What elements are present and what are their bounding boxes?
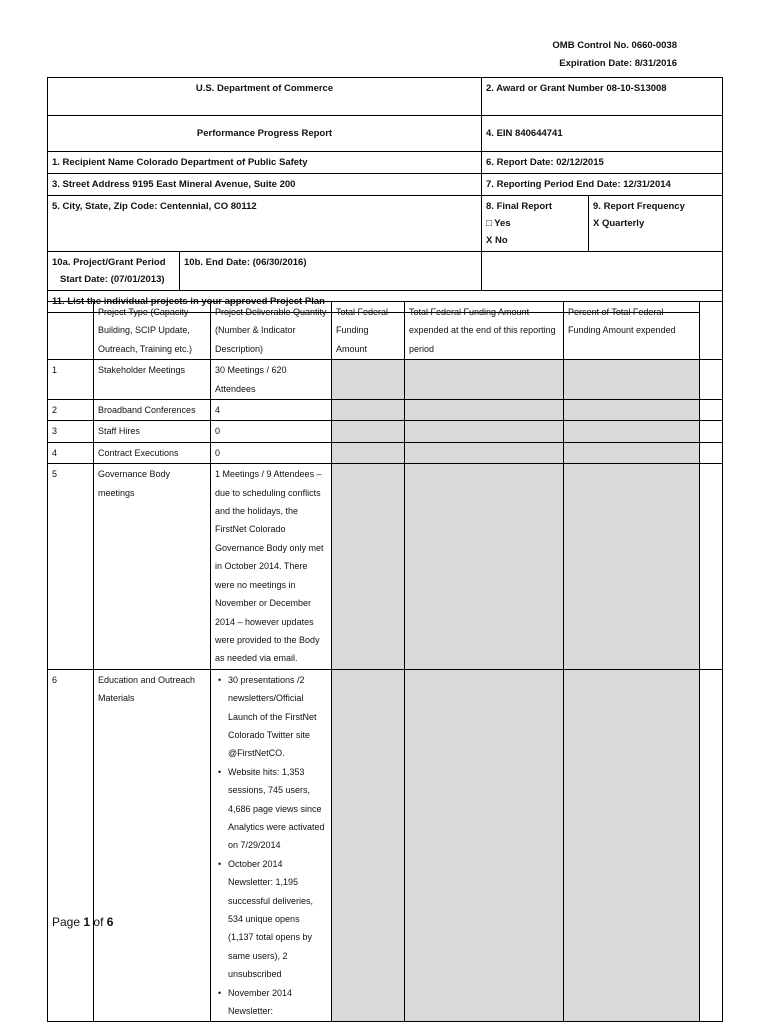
reporting-period-end: 7. Reporting Period End Date: 12/31/2014: [482, 174, 723, 196]
header-number-cell: [48, 302, 94, 360]
row-project-type: Stakeholder Meetings: [94, 360, 211, 400]
list-item: • October 2014 Newsletter: 1,195 successful deliveries, 534 unique opens (1,137 total opens by same users), 2 unsubscribed: [228, 855, 327, 984]
row-deliverable: 4: [211, 400, 332, 421]
omb-expiration-date: Expiration Date: 8/31/2016: [559, 58, 677, 69]
final-report-yes: □ Yes: [486, 218, 511, 229]
ein-number: 4. EIN 840644741: [482, 116, 723, 152]
table-row: [48, 669, 723, 1022]
page-number: [52, 915, 113, 929]
header-project-type: Project Type (Capacity Building, SCIP Update, Outreach, Training etc.): [94, 302, 211, 360]
table-row: [48, 360, 723, 400]
city-state-zip: 5. City, State, Zip Code: Centennial, CO 80112: [48, 196, 482, 252]
final-report: [482, 196, 589, 252]
row-number: 3: [48, 421, 94, 442]
report-frequency-label: 9. Report Frequency: [593, 201, 685, 212]
final-report-no: X No: [486, 235, 508, 246]
list-item: • November 2014 Newsletter:: [228, 984, 327, 1021]
grant-period-start: [48, 252, 180, 291]
report-date: 6. Report Date: 02/12/2015: [482, 152, 723, 174]
row-number: 6: [48, 669, 94, 1022]
grant-period-end: 10b. End Date: (06/30/2016): [180, 252, 482, 291]
row-deliverable: [211, 669, 332, 1022]
list-item: • 30 presentations /2 newsletters/Official Launch of the FirstNet Colorado Twitter site @FirstNetCO.: [228, 671, 327, 763]
row-deliverable: 30 Meetings / 620 Attendees: [211, 360, 332, 400]
page-word: Page: [52, 915, 81, 929]
project-plan-table: [47, 301, 723, 1022]
table-row: [48, 400, 723, 421]
grant-period-blank: [482, 252, 723, 291]
award-number: 2. Award or Grant Number 08-10-S13008: [482, 78, 723, 116]
row-deliverable: 0: [211, 442, 332, 463]
row-number: 1: [48, 360, 94, 400]
row-number: 5: [48, 464, 94, 669]
row-project-type: Broadband Conferences: [94, 400, 211, 421]
table-row: [48, 464, 723, 669]
final-report-label: 8. Final Report: [486, 201, 552, 212]
row-number: 4: [48, 442, 94, 463]
report-header-table: [47, 77, 723, 313]
row-deliverable: 1 Meetings / 9 Attendees – due to scheduling conflicts and the holidays, the FirstNet Colorado Governance Body only met in October 2014. There were no meetings in November or December 2014 – however updates were provided to the Body as needed via email.: [211, 464, 332, 669]
table-row: [48, 421, 723, 442]
recipient-name: 1. Recipient Name Colorado Department of Public Safety: [48, 152, 482, 174]
current-page: 1: [83, 915, 91, 929]
report-frequency-quarterly: X Quarterly: [593, 218, 645, 229]
row-project-type: Education and Outreach Materials: [94, 669, 211, 1022]
table-row: [48, 442, 723, 463]
header-percent-expended: Percent of Total Federal Funding Amount expended: [564, 302, 700, 360]
report-title: Performance Progress Report: [48, 116, 482, 152]
header-funding-expended: Total Federal Funding Amount expended at the end of this reporting period: [405, 302, 564, 360]
row-deliverable: 0: [211, 421, 332, 442]
row-project-type: Contract Executions: [94, 442, 211, 463]
report-frequency: [589, 196, 723, 252]
deliverable-bullet-list: [215, 671, 327, 1021]
grant-period-label: 10a. Project/Grant Period: [52, 257, 166, 268]
list-item: • Website hits: 1,353 sessions, 745 users, 4,686 page views since Analytics were activated on 7/29/2014: [228, 763, 327, 855]
header-total-federal-funding: Total Federal Funding Amount: [332, 302, 405, 360]
project-list-label: 11. List the individual projects in your approved Project Plan: [48, 291, 723, 313]
of-word: of: [93, 915, 104, 929]
street-address: 3. Street Address 9195 East Mineral Avenue, Suite 200: [48, 174, 482, 196]
omb-control-number: OMB Control No. 0660-0038: [552, 40, 677, 51]
row-project-type: Governance Body meetings: [94, 464, 211, 669]
start-date: Start Date: (07/01/2013): [60, 274, 165, 285]
row-project-type: Staff Hires: [94, 421, 211, 442]
row-number: 2: [48, 400, 94, 421]
header-deliverable-quantity: Project Deliverable Quantity (Number & Indicator Description): [211, 302, 332, 360]
total-pages: 6: [106, 915, 114, 929]
department-name: U.S. Department of Commerce: [48, 78, 482, 116]
